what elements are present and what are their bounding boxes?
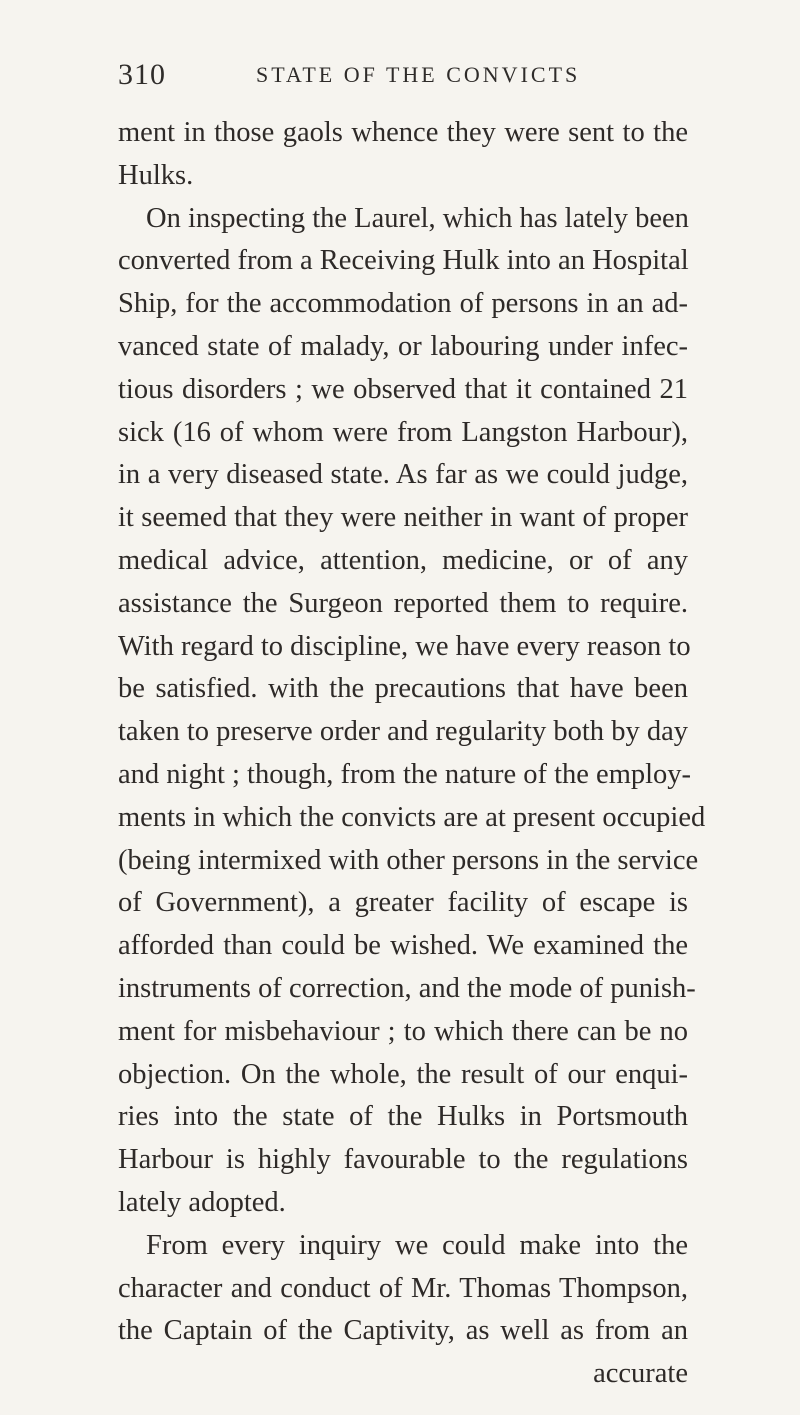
text-line: lately adopted. bbox=[118, 1186, 286, 1218]
text-line: sick (16 of whom were from Langston Harbour), bbox=[118, 416, 688, 448]
text-line: assistance the Surgeon reported them to require. bbox=[118, 587, 688, 619]
text-line: objection. On the whole, the result of our enqui- bbox=[118, 1058, 688, 1090]
text-line: afforded than could be wished. We examined the bbox=[118, 930, 688, 962]
text-line: it seemed that they were neither in want of proper bbox=[118, 502, 688, 534]
text-line: converted from a Receiving Hulk into an Hospital bbox=[118, 245, 689, 277]
text-line: medical advice, attention, medicine, or of any bbox=[118, 544, 688, 576]
text-line: tious disorders ; we observed that it contained 21 bbox=[118, 373, 688, 405]
text-line: character and conduct of Mr. Thomas Thompson, bbox=[118, 1272, 688, 1304]
text-line: Hulks. bbox=[118, 159, 194, 191]
text-line: ries into the state of the Hulks in Portsmouth bbox=[118, 1101, 688, 1133]
text-line: Ship, for the accommodation of persons in an ad- bbox=[118, 288, 688, 320]
text-line: the Captain of the Captivity, as well as from an bbox=[118, 1315, 688, 1347]
paragraph-start-line: From every inquiry we could make into the bbox=[146, 1229, 688, 1261]
text-line: (being intermixed with other persons in the service bbox=[118, 844, 699, 876]
text-line: ment in those gaols whence they were sent to the bbox=[118, 117, 688, 148]
text-line: instruments of correction, and the mode of punish- bbox=[118, 972, 696, 1004]
text-line: With regard to discipline, we have every reason to bbox=[118, 630, 691, 662]
text-line: and night ; though, from the nature of the employ- bbox=[118, 758, 692, 790]
text-line: in a very diseased state. As far as we could judge, bbox=[118, 459, 688, 491]
paragraph-start-line: On inspecting the Laurel, which has lately been bbox=[146, 202, 689, 234]
catchword: accurate bbox=[593, 1358, 688, 1390]
running-head bbox=[118, 58, 718, 94]
running-title: STATE OF THE CONVICTS bbox=[256, 62, 581, 87]
text-line: of Government), a greater facility of escape is bbox=[118, 887, 688, 919]
text-line: be satisfied. with the precautions that have been bbox=[118, 673, 688, 705]
text-line: Harbour is highly favourable to the regulations bbox=[118, 1144, 688, 1176]
text-line: ment for misbehaviour ; to which there can be no bbox=[118, 1015, 688, 1047]
text-line: ments in which the convicts are at present occupied bbox=[118, 801, 706, 833]
page-number: 310 bbox=[118, 58, 166, 91]
text-line: vanced state of malady, or labouring under infec- bbox=[118, 330, 688, 362]
text-line: taken to preserve order and regularity both by day bbox=[118, 716, 688, 748]
body-text bbox=[118, 112, 706, 1396]
